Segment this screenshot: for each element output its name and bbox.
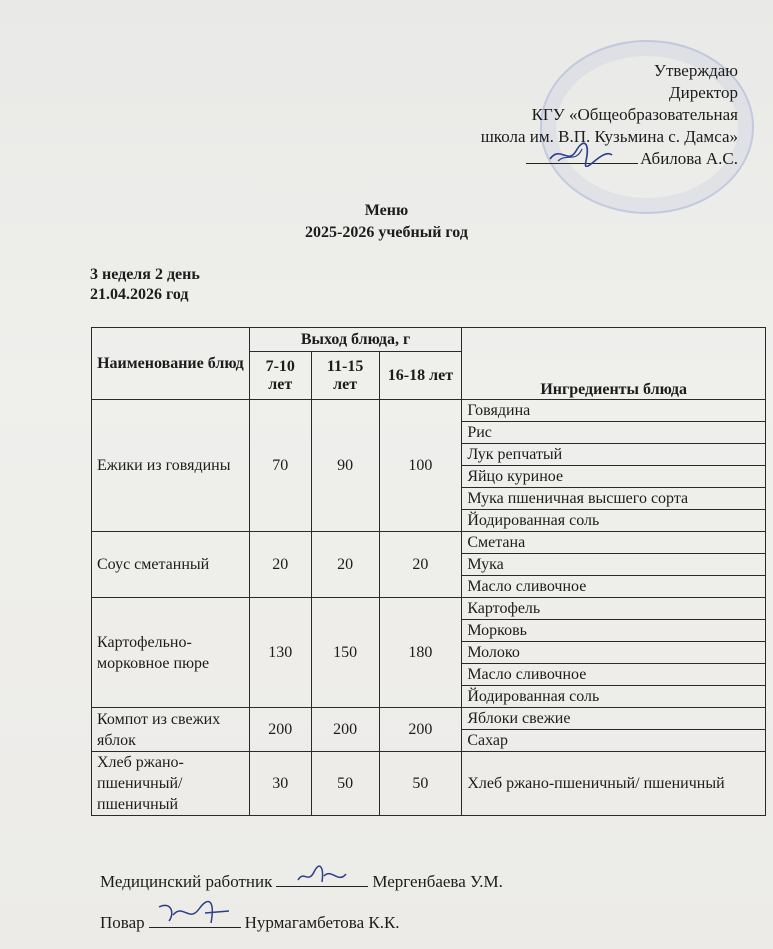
page-title [0, 200, 773, 244]
ingredient: Сметана [462, 532, 766, 554]
header-age-7-10: 7-10 лет [249, 352, 311, 400]
ingredient: Лук репчатый [462, 444, 766, 466]
approval-signature-row [481, 148, 738, 170]
approval-line-1: Утверждаю [653, 61, 738, 80]
portion-7-10: 20 [249, 532, 311, 598]
portion-11-15: 200 [311, 708, 379, 752]
ingredient: Йодированная соль [462, 510, 766, 532]
header-age-16-18: 16-18 лет [379, 352, 462, 400]
cook-signature-line [149, 913, 241, 928]
medic-signature-line [276, 872, 368, 887]
cook-signature-icon [155, 899, 235, 929]
portion-7-10: 30 [249, 752, 311, 816]
title-line-1: Меню [364, 202, 409, 219]
ingredient: Мука пшеничная высшего сорта [462, 488, 766, 510]
header-dish: Наименование блюд [92, 328, 250, 400]
dish-name: Компот из свежих яблок [92, 708, 250, 752]
director-signature-line [526, 149, 638, 164]
cook-label: Повар [100, 913, 145, 932]
portion-11-15: 20 [311, 532, 379, 598]
ingredient: Мука [462, 554, 766, 576]
portion-11-15: 50 [311, 752, 379, 816]
portion-7-10: 130 [249, 598, 311, 708]
week-info [90, 265, 200, 305]
header-output: Выход блюда, г [249, 328, 462, 352]
header-ingredients: Ингредиенты блюда [462, 328, 766, 400]
dish-name: Картофельно-морковное пюре [92, 598, 250, 708]
medic-signature-icon [294, 864, 354, 888]
director-signature-icon [546, 141, 616, 167]
portion-16-18: 180 [379, 598, 462, 708]
portion-16-18: 200 [379, 708, 462, 752]
portion-7-10: 200 [249, 708, 311, 752]
dish-name: Соус сметанный [92, 532, 250, 598]
ingredient: Яблоки свежие [462, 708, 766, 730]
menu-table [91, 327, 766, 816]
ingredient: Картофель [462, 598, 766, 620]
cook-signature-row [100, 913, 400, 933]
ingredient: Молоко [462, 642, 766, 664]
ingredient: Хлеб ржано-пшеничный/ пшеничный [462, 752, 766, 816]
portion-11-15: 90 [311, 400, 379, 532]
ingredient: Говядина [462, 400, 766, 422]
dish-name: Хлеб ржано-пшеничный/ пшеничный [92, 752, 250, 816]
ingredient: Морковь [462, 620, 766, 642]
approval-line-3: КГУ «Общеобразовательная [531, 105, 738, 124]
ingredient: Рис [462, 422, 766, 444]
portion-11-15: 150 [311, 598, 379, 708]
portion-16-18: 20 [379, 532, 462, 598]
medic-name: Мергенбаева У.М. [372, 872, 503, 891]
ingredient: Масло сливочное [462, 576, 766, 598]
table-row [92, 752, 766, 816]
table-row [92, 532, 766, 554]
cook-name: Нурмагамбетова К.К. [244, 913, 400, 932]
ingredient: Сахар [462, 730, 766, 752]
ingredient: Масло сливочное [462, 664, 766, 686]
portion-7-10: 70 [249, 400, 311, 532]
ingredient: Яйцо куриное [462, 466, 766, 488]
week-day: 3 неделя 2 день [90, 266, 200, 283]
approval-line-4: школа им. В.П. Кузьмина с. Дамса» [480, 127, 738, 146]
approval-block [481, 60, 738, 170]
medic-signature-row [100, 872, 503, 892]
portion-16-18: 100 [379, 400, 462, 532]
header-age-11-15: 11-15 лет [311, 352, 379, 400]
dish-name: Ежики из говядины [92, 400, 250, 532]
table-row [92, 598, 766, 620]
menu-date: 21.04.2026 год [90, 286, 189, 303]
table-row [92, 400, 766, 422]
portion-16-18: 50 [379, 752, 462, 816]
table-row [92, 708, 766, 730]
director-name: Абилова А.С. [640, 149, 738, 168]
ingredient: Йодированная соль [462, 686, 766, 708]
medic-label: Медицинский работник [100, 872, 273, 891]
approval-line-2: Директор [669, 83, 738, 102]
title-line-2: 2025-2026 учебный год [305, 224, 468, 241]
